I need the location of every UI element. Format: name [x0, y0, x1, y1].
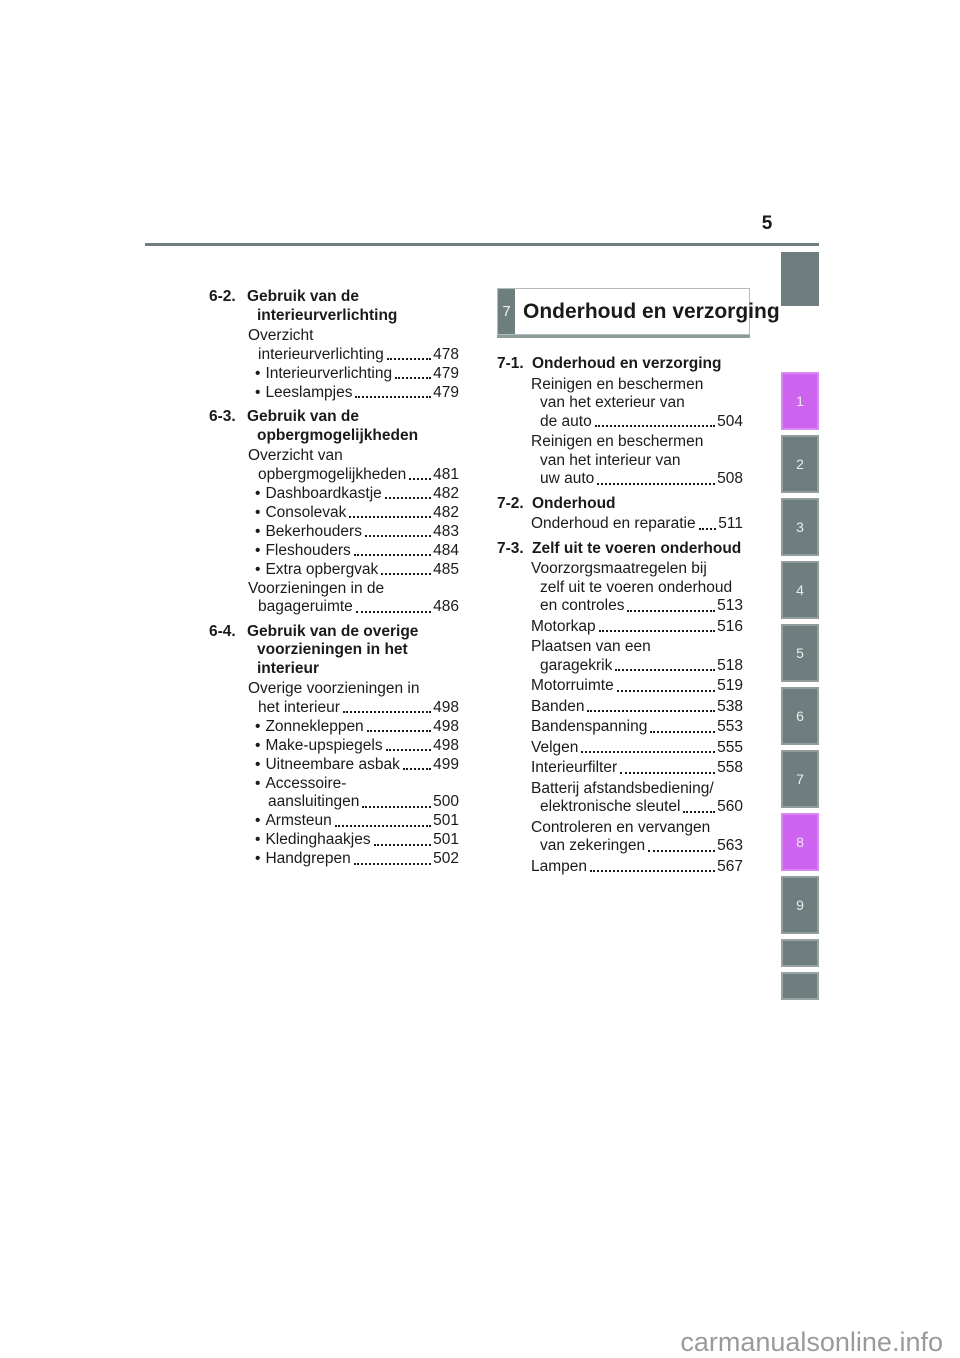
entry-line — [255, 542, 459, 561]
entry-page-ref: 498 — [433, 717, 459, 735]
entry-label: elektronische sleutel — [540, 798, 681, 815]
entry-line — [248, 699, 459, 718]
toc-entry — [531, 433, 743, 489]
section-number: 6-2. — [209, 288, 236, 305]
chapter-tab-label: 6 — [796, 708, 804, 724]
entry-line — [531, 837, 743, 856]
toc-entry — [531, 698, 743, 717]
chapter-tab-2 — [781, 435, 819, 493]
entry-label: Leeslampjes — [265, 383, 353, 401]
entry-label: Motorruimte — [531, 677, 614, 694]
entry-page-ref: 501 — [433, 812, 459, 829]
section-title — [532, 540, 741, 559]
toc-section-6-3 — [209, 408, 459, 617]
entry-line: Overige voorzieningen in — [248, 680, 420, 697]
toc-entry — [255, 485, 459, 504]
section-title-line: interieur — [257, 659, 320, 677]
entry-line — [255, 523, 459, 542]
toc-entry — [531, 560, 743, 616]
entry-page-ref: 519 — [717, 677, 743, 694]
rail-bottom-marker — [781, 939, 819, 967]
entry-page-ref: 499 — [433, 755, 459, 773]
bullet-icon: • — [255, 364, 261, 382]
entry-page-ref: 518 — [717, 656, 743, 674]
entry-page-ref: 504 — [717, 412, 743, 430]
chapter-banner — [497, 288, 780, 335]
section-title-line: Onderhoud en verzorging — [532, 355, 722, 372]
entry-page-ref: 486 — [433, 598, 459, 615]
section-title-line: Gebruik van de — [247, 408, 359, 425]
dot-leader — [343, 711, 431, 713]
toc-entry — [531, 858, 743, 877]
entry-label: Uitneembare asbak — [265, 755, 400, 773]
toc-left-column — [209, 288, 459, 869]
section-number: 7-1. — [497, 355, 524, 372]
entry-line — [255, 504, 459, 523]
dot-leader — [349, 516, 431, 518]
entry-line — [531, 718, 743, 737]
toc-entry — [531, 638, 743, 675]
entry-label: Lampen — [531, 857, 588, 875]
entry-line: van het exterieur van — [540, 394, 685, 411]
section-title-line: Zelf uit te voeren onderhoud — [532, 539, 742, 557]
bullet-icon: • — [255, 717, 261, 735]
entry-line — [255, 756, 459, 775]
entry-label: Make-upspiegels — [265, 736, 383, 754]
chapter-tab-label: 5 — [796, 645, 804, 661]
toc-entry — [255, 831, 459, 850]
toc-entry — [248, 327, 459, 364]
chapter-banner-title: Onderhoud en verzorging — [523, 299, 780, 323]
chapter-tab-label: 4 — [796, 582, 804, 598]
toc-entry — [255, 384, 459, 403]
dot-leader — [581, 751, 715, 753]
entry-label: Interieurfilter — [531, 759, 618, 776]
entry-line: Reinigen en beschermen — [531, 375, 704, 393]
entry-label: Kledinghaakjes — [265, 831, 371, 848]
toc-entry — [255, 756, 459, 775]
entry-line — [255, 831, 459, 850]
toc-section-6-2 — [209, 288, 459, 402]
entry-line: van het interieur van — [540, 451, 681, 469]
bullet-icon: • — [255, 850, 261, 867]
toc-entry — [531, 376, 743, 432]
entry-label: aansluitingen — [268, 793, 360, 810]
entry-label: van zekeringen — [540, 837, 646, 854]
entry-label: de auto — [540, 412, 592, 430]
entry-page-ref: 500 — [433, 793, 459, 810]
dot-leader — [374, 844, 432, 846]
entry-page-ref: 563 — [717, 837, 743, 854]
bullet-icon: • — [255, 541, 261, 559]
dot-leader — [354, 863, 431, 865]
section-title-line: voorzieningen in het — [257, 641, 408, 658]
dot-leader — [356, 611, 431, 613]
entry-line: Plaatsen van een — [531, 638, 651, 655]
chapter-tab-9 — [781, 876, 819, 934]
entry-page-ref: 538 — [717, 697, 743, 715]
entry-label: Bandenspanning — [531, 718, 648, 735]
section-heading — [209, 623, 459, 679]
entry-label: interieurverlichting — [258, 345, 384, 363]
dot-leader — [365, 535, 431, 537]
section-heading — [497, 495, 743, 514]
entry-page-ref: 479 — [433, 383, 459, 401]
entry-label: Interieurverlichting — [265, 364, 393, 382]
entry-page-ref: 479 — [433, 364, 459, 382]
entry-label: Handgrepen — [265, 850, 351, 867]
page-number: 5 — [761, 213, 773, 234]
entry-label: bagageruimte — [258, 598, 353, 615]
entry-line — [255, 718, 459, 737]
entry-line — [531, 515, 743, 534]
entry-label: uw auto — [540, 470, 595, 487]
entry-page-ref: 501 — [433, 831, 459, 848]
entry-line — [255, 793, 459, 812]
dot-leader — [355, 396, 431, 398]
dot-leader — [395, 377, 431, 379]
entry-page-ref: 482 — [433, 484, 459, 502]
dot-leader — [587, 710, 715, 712]
section-title — [247, 288, 397, 325]
chapter-tab-label: 9 — [796, 897, 804, 913]
chapter-tab-rail — [781, 0, 819, 1358]
section-number: 6-3. — [209, 408, 236, 425]
section-title-line: Onderhoud — [532, 494, 616, 512]
dot-leader — [385, 497, 431, 499]
bullet-icon: • — [255, 755, 261, 773]
entry-line — [255, 365, 459, 384]
section-title — [532, 355, 721, 374]
section-heading — [497, 355, 743, 374]
entry-label: Armsteun — [265, 812, 332, 829]
section-title-line: interieurverlichting — [257, 306, 398, 324]
chapter-tab-1 — [781, 372, 819, 430]
entry-line: Reinigen en beschermen — [531, 433, 704, 450]
toc-right-column — [497, 355, 743, 878]
section-title — [247, 408, 418, 445]
entry-page-ref: 560 — [717, 798, 743, 815]
entry-line — [248, 466, 459, 485]
bullet-icon: • — [255, 831, 261, 848]
toc-section-7-2 — [497, 495, 743, 534]
entry-page-ref: 482 — [433, 503, 459, 521]
entry-page-ref: 478 — [433, 345, 459, 363]
toc-section-6-4 — [209, 623, 459, 869]
dot-leader — [599, 630, 716, 632]
entry-line: Batterij afstandsbediening/ — [531, 779, 714, 797]
toc-entry — [255, 737, 459, 756]
toc-entry — [255, 365, 459, 384]
dot-leader — [620, 772, 715, 774]
entry-page-ref: 484 — [433, 541, 459, 559]
entry-line — [531, 798, 743, 817]
entry-line — [531, 413, 743, 432]
entry-line: Overzicht van — [248, 447, 343, 464]
entry-line — [255, 561, 459, 580]
entry-line: zelf uit te voeren onderhoud — [540, 578, 733, 596]
bullet-icon: • — [255, 484, 261, 502]
section-title — [247, 623, 418, 679]
entry-page-ref: 481 — [433, 465, 459, 483]
entry-page-ref: 498 — [433, 736, 459, 754]
chapter-number-badge: 7 — [498, 289, 515, 334]
entry-line: Overzicht — [248, 327, 314, 344]
bullet-icon: • — [255, 736, 261, 754]
bullet-icon: • — [255, 383, 261, 401]
entry-line — [531, 677, 743, 696]
toc-entry — [255, 504, 459, 523]
entry-page-ref: 498 — [433, 698, 459, 716]
section-heading — [209, 288, 459, 325]
dot-leader — [381, 573, 431, 575]
dot-leader — [335, 825, 431, 827]
chapter-tab-label: 8 — [796, 834, 804, 850]
entry-line — [255, 737, 459, 756]
watermark: carmanualsonline.info — [680, 1327, 943, 1357]
dot-leader — [627, 610, 715, 612]
dot-leader — [409, 478, 431, 480]
entry-label: het interieur — [258, 698, 340, 716]
dot-leader — [367, 730, 431, 732]
toc-entry — [531, 739, 743, 758]
entry-line — [531, 698, 743, 717]
entry-line — [531, 597, 743, 616]
entry-page-ref: 558 — [717, 759, 743, 776]
entry-label: Banden — [531, 697, 585, 715]
chapter-tab-8 — [781, 813, 819, 871]
chapter-tab-7 — [781, 750, 819, 808]
toc-entry — [531, 677, 743, 696]
toc-entry — [531, 759, 743, 778]
entry-page-ref: 483 — [433, 522, 459, 540]
dot-leader — [648, 850, 715, 852]
entry-label: opbergmogelijkheden — [258, 465, 407, 483]
dot-leader — [403, 768, 431, 770]
entry-label: en controles — [540, 597, 625, 614]
toc-entry — [248, 447, 459, 484]
section-number: 6-4. — [209, 622, 236, 640]
section-title-line: opbergmogelijkheden — [257, 426, 419, 444]
chapter-tab-4 — [781, 561, 819, 619]
section-number: 7-3. — [497, 539, 524, 557]
dot-leader — [362, 806, 431, 808]
section-title-line: Gebruik van de — [247, 288, 359, 305]
entry-line — [531, 618, 743, 637]
entry-label: Bekerhouders — [265, 522, 362, 540]
entry-line — [248, 598, 459, 617]
chapter-tab-3 — [781, 498, 819, 556]
dot-leader — [354, 554, 431, 556]
toc-section-7-3 — [497, 540, 743, 877]
rail-top-marker — [781, 252, 819, 306]
toc-entry — [255, 775, 459, 812]
dot-leader — [386, 749, 432, 751]
entry-label: Dashboardkastje — [265, 484, 382, 502]
entry-line — [255, 850, 459, 869]
toc-entry — [255, 812, 459, 831]
toc-section-7-1 — [497, 355, 743, 489]
bullet-icon: • — [255, 522, 261, 540]
dot-leader — [590, 870, 715, 872]
dot-leader — [650, 731, 715, 733]
section-heading — [209, 408, 459, 445]
toc-entry — [255, 850, 459, 869]
dot-leader — [683, 811, 715, 813]
entry-page-ref: 485 — [433, 560, 459, 578]
toc-entry — [531, 780, 743, 817]
entry-line — [531, 739, 743, 758]
entry-line — [531, 858, 743, 877]
entry-line: Controleren en vervangen — [531, 818, 711, 836]
entry-page-ref: 553 — [717, 718, 743, 735]
dot-leader — [615, 669, 715, 671]
entry-page-ref: 508 — [717, 470, 743, 487]
toc-entry — [248, 580, 459, 617]
bullet-icon: • — [255, 812, 261, 829]
toc-entry — [531, 515, 743, 534]
entry-line — [255, 384, 459, 403]
entry-page-ref: 513 — [717, 597, 743, 614]
entry-label: Extra opbergvak — [265, 560, 379, 578]
bullet-icon: • — [255, 503, 261, 521]
dot-leader — [595, 425, 715, 427]
entry-page-ref: 516 — [717, 617, 743, 635]
section-number: 7-2. — [497, 494, 524, 512]
entry-page-ref: 567 — [717, 857, 743, 875]
entry-line — [531, 759, 743, 778]
entry-label: Onderhoud en reparatie — [531, 515, 696, 532]
entry-label: Fleshouders — [265, 541, 351, 559]
entry-line — [531, 470, 743, 489]
chapter-tab-label: 2 — [796, 456, 804, 472]
entry-page-ref: 511 — [718, 515, 743, 532]
chapter-tab-5 — [781, 624, 819, 682]
entry-label: Velgen — [531, 738, 579, 756]
section-heading — [497, 540, 743, 559]
toc-entry — [248, 680, 459, 717]
entry-label: Motorkap — [531, 617, 596, 635]
toc-entry — [531, 618, 743, 637]
entry-label: Consolevak — [265, 503, 347, 521]
entry-page-ref: 555 — [717, 738, 743, 756]
toc-entry — [531, 819, 743, 856]
entry-label: garagekrik — [540, 656, 613, 674]
toc-entry — [255, 561, 459, 580]
chapter-tab-label: 7 — [796, 771, 804, 787]
entry-page-ref: 502 — [433, 850, 459, 867]
bullet-icon: • — [255, 560, 261, 578]
rail-bottom-marker — [781, 972, 819, 1000]
entry-line — [531, 657, 743, 676]
entry-line — [255, 485, 459, 504]
entry-line: Voorzieningen in de — [248, 579, 385, 597]
toc-entry — [255, 542, 459, 561]
toc-entry — [255, 718, 459, 737]
entry-label: Zonnekleppen — [265, 717, 364, 735]
chapter-tab-6 — [781, 687, 819, 745]
section-title — [532, 495, 616, 514]
chapter-tab-label: 3 — [796, 519, 804, 535]
dot-leader — [699, 528, 717, 530]
entry-line — [255, 812, 459, 831]
dot-leader — [387, 358, 431, 360]
toc-entry — [531, 718, 743, 737]
toc-entry — [255, 523, 459, 542]
chapter-tab-label: 1 — [796, 393, 804, 409]
section-title-line: Gebruik van de overige — [247, 622, 419, 640]
entry-line: • Accessoire- — [255, 774, 347, 792]
dot-leader — [617, 690, 715, 692]
entry-line — [248, 346, 459, 365]
entry-line: Voorzorgsmaatregelen bij — [531, 560, 707, 577]
header-rule — [145, 243, 819, 246]
dot-leader — [597, 483, 715, 485]
bullet-icon: • — [255, 774, 261, 792]
